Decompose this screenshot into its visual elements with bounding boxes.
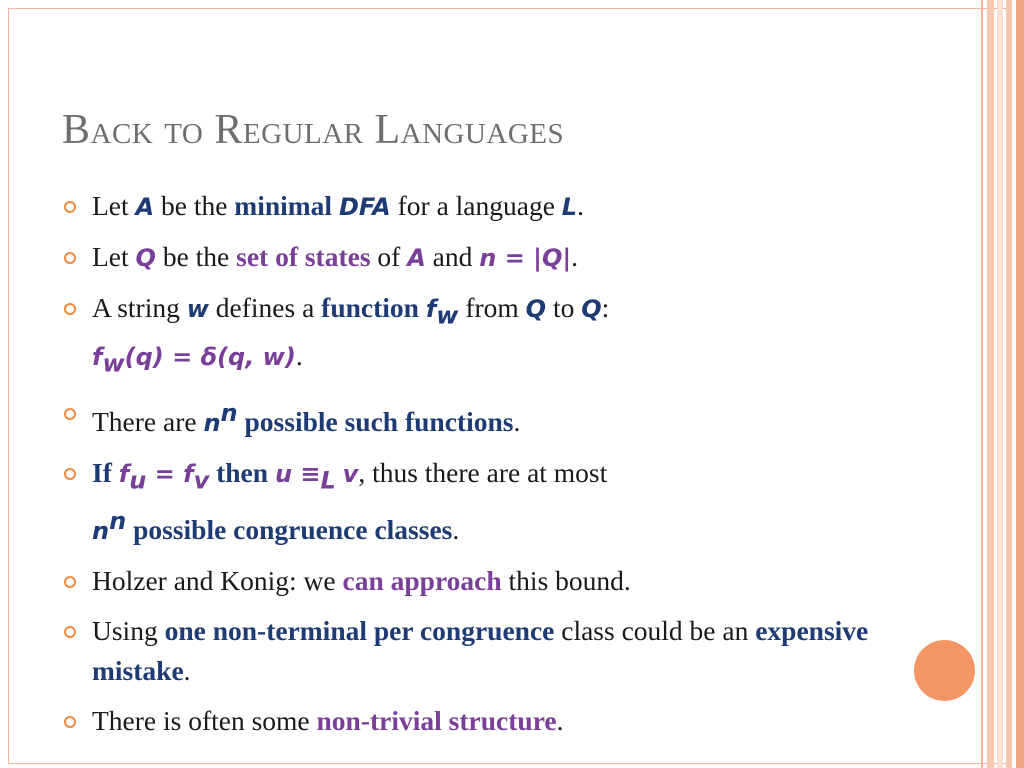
math-expr: ≡ (292, 460, 321, 489)
bullet-icon (64, 303, 76, 315)
math-var: f (92, 342, 103, 371)
math-var: f (118, 460, 130, 489)
text: be the (154, 190, 235, 221)
math-expr: = (146, 460, 184, 489)
stripe (997, 0, 1003, 768)
emphasis: possible congruence classes (133, 513, 453, 545)
space (336, 457, 343, 488)
bullet-item (62, 393, 922, 443)
text: , thus there are at most (358, 457, 608, 489)
emphasis: possible such functions (244, 406, 514, 438)
space (332, 190, 339, 221)
emphasis: one non-terminal per congruence (164, 614, 555, 646)
slide-title: Back to Regular Languages (62, 107, 565, 153)
text: . (577, 190, 584, 221)
emphasis: If (92, 457, 112, 489)
bullet-icon (64, 201, 76, 213)
decorative-stripes (978, 0, 1024, 768)
text: for a language (390, 190, 562, 221)
space (112, 457, 119, 488)
stripe (987, 0, 994, 768)
math-var: u (274, 460, 293, 489)
text: . (183, 654, 191, 686)
text: defines a (208, 292, 322, 323)
emphasis: function (321, 292, 419, 323)
math-expr: (q) = δ(q, w) (124, 342, 296, 371)
math-var: n (92, 516, 110, 545)
math-subscript: v (193, 466, 210, 495)
space (268, 457, 275, 488)
bullet-list (62, 186, 922, 751)
text: There is often some (92, 704, 317, 736)
emphasis: then (216, 457, 269, 489)
bullet-icon (64, 252, 76, 264)
text: . (295, 339, 303, 371)
bullet-item (62, 186, 922, 227)
math-subscript: u (129, 466, 147, 495)
text: of (370, 241, 408, 272)
math-var: = | (496, 244, 542, 272)
bullet-item (62, 611, 922, 691)
bullet-icon (64, 576, 76, 588)
text: class could be an (554, 614, 756, 646)
text: Holzer and Konig: we (92, 564, 343, 596)
text: Using (92, 614, 165, 646)
math-var: Q (135, 244, 156, 272)
math-var: n (479, 244, 497, 272)
space (419, 292, 426, 323)
text: : (601, 292, 610, 323)
bullet-icon (64, 626, 76, 638)
text: . (556, 704, 564, 736)
stripe (981, 0, 983, 768)
text: be the (155, 241, 237, 272)
continuation-line (62, 501, 922, 551)
bullet-item (62, 561, 922, 601)
text: . (513, 406, 521, 438)
emphasis: set of states (236, 241, 371, 272)
text: to (546, 292, 582, 323)
math-var: f (183, 460, 194, 489)
decorative-circle (914, 640, 975, 701)
math-var: A (407, 244, 426, 272)
math-var: DFA (338, 193, 391, 221)
bullet-icon (64, 408, 76, 420)
space (238, 406, 245, 437)
math-subscript: w (102, 349, 125, 377)
math-var: Q (541, 244, 563, 272)
bullet-item (62, 453, 922, 501)
emphasis: minimal (234, 190, 333, 221)
math-var: Q (581, 295, 602, 323)
math-var: A (135, 193, 155, 221)
text: and (425, 241, 480, 272)
math-superscript: n (220, 399, 238, 427)
text: . (452, 513, 460, 545)
math-superscript: n (109, 506, 127, 535)
math-subscript: L (320, 466, 336, 495)
text: Let (92, 241, 136, 272)
math-subscript: w (436, 301, 459, 330)
math-var: v (342, 460, 359, 489)
text: A string (92, 292, 187, 323)
bullet-item (62, 288, 922, 336)
math-var: w (186, 295, 209, 323)
text: from (458, 292, 526, 323)
stripe (1006, 0, 1012, 768)
math-var: L (561, 193, 578, 221)
text: this bound. (501, 564, 631, 596)
emphasis: can approach (342, 564, 502, 596)
text: There are (92, 406, 204, 438)
emphasis: non-trivial structure (316, 704, 557, 736)
math-var: | (562, 244, 572, 272)
text: . (571, 241, 578, 272)
emphasis: expensive mistake (92, 614, 869, 686)
bullet-icon (64, 716, 76, 728)
bullet-icon (64, 468, 76, 480)
stripe (1016, 0, 1024, 768)
bullet-item (62, 237, 922, 278)
bullet-item (62, 701, 922, 741)
math-var: f (425, 295, 437, 323)
continuation-line (62, 336, 922, 384)
text: Let (92, 190, 136, 221)
math-var: n (203, 409, 221, 438)
math-var: Q (525, 295, 547, 323)
